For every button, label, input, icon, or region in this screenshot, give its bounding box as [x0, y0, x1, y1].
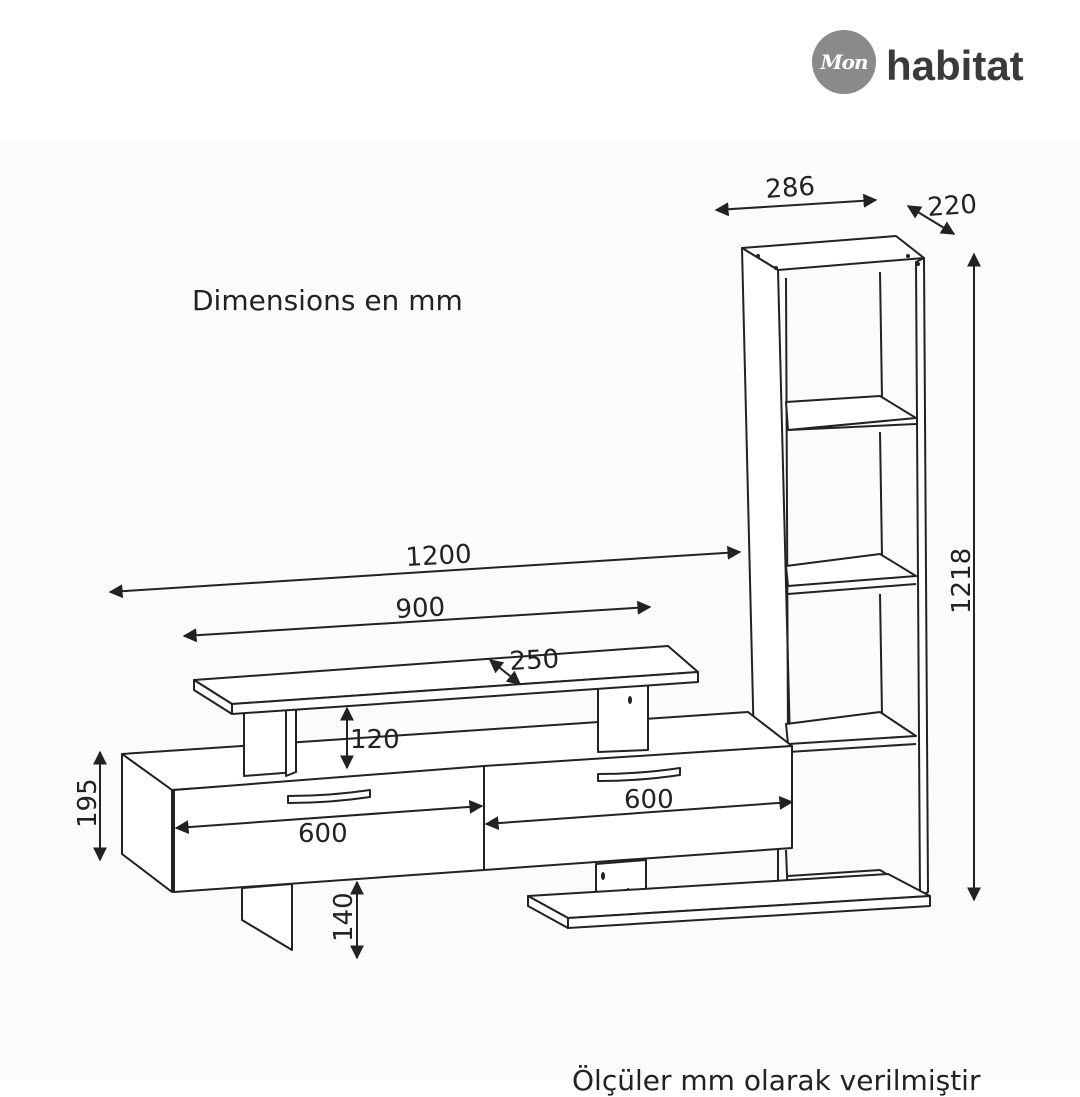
label-leg-height: 140: [329, 892, 359, 942]
bookcase-inner-back: [880, 272, 882, 398]
brand-badge-text: Mon: [820, 50, 868, 74]
label-drawer-right: 600: [624, 785, 674, 815]
bookcase-front-left-panel: [742, 248, 790, 746]
label-riser-height: 120: [350, 725, 400, 755]
riser-left-side: [286, 708, 296, 776]
label-top-shelf-depth: 250: [508, 644, 560, 677]
bookcase-inner-back: [880, 432, 882, 556]
label-cabinet-height: 195: [73, 778, 103, 828]
label-top-shelf-width: 900: [394, 592, 446, 625]
label-shelf-height: 1218: [947, 547, 977, 614]
brand-name: habitat: [886, 42, 1024, 89]
label-shelf-depth: 220: [926, 189, 979, 223]
bookcase-inner-back: [880, 594, 882, 714]
units-note: Dimensions en mm: [192, 284, 463, 317]
label-drawer-left: 600: [298, 819, 348, 849]
label-shelf-width: 286: [764, 171, 817, 205]
riser-right: [598, 682, 648, 752]
bookcase-shelf: [786, 712, 916, 744]
label-total-width: 1200: [404, 539, 473, 573]
bookcase-shelf: [786, 554, 916, 586]
cabinet-leg-left: [242, 884, 292, 950]
footer-note: Ölçüler mm olarak verilmiştir: [572, 1064, 981, 1097]
bookcase-shelf-edge: [788, 744, 916, 752]
bookcase-right-panel: [916, 258, 928, 896]
